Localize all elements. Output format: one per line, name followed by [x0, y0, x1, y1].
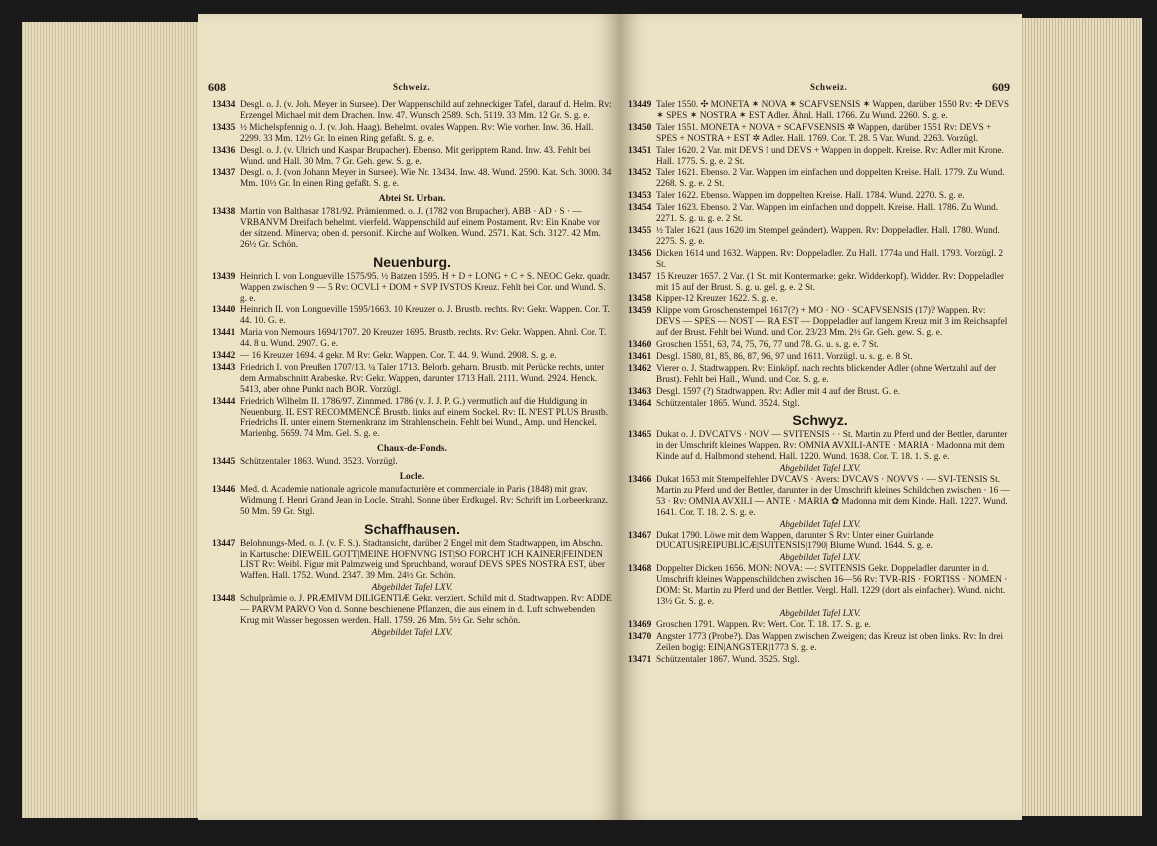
- entry-number: 13461: [628, 351, 652, 362]
- entry-text: Desgl. o. J. (v. Joh. Meyer in Sursee). Der Wappenschild auf zehneckiger Tafel, darauf d. Helm. Rv: Erzengel Michael mit dem Drachen. Inw. 47. Wunsch 2589. Sch. 5119. 33 Mm. 12 Gr. S. g. e.: [240, 100, 612, 121]
- catalog-entry: [212, 207, 612, 251]
- entry-number: 13471: [628, 654, 652, 665]
- entry-number: 13435: [212, 122, 236, 133]
- catalog-entry: [212, 305, 612, 327]
- entry-text: Belohnungs-Med. o. J. (v. F. S.). Stadtansicht, darüber 2 Engel mit dem Stadtwappen, im Abschn. in Kartusche: DIEWEIL GOTT|MEINE HOFNVNG IST|SO FORCHT ICH KAINER|FEINDEN LIST Rv: Weibl. Figur mit Palmzweig und Spruchband, worauf DEVS SPES NOSTRA EST, über Waffen. Hall. 1752. Wund. 2347. 39 Mm. 24½ Gr. Schön.: [240, 538, 605, 582]
- entry-number: 13455: [628, 225, 652, 236]
- catalog-entry: [212, 539, 612, 583]
- left-page-number: 608: [208, 80, 226, 94]
- catalog-entry: [628, 430, 1012, 463]
- entry-text: ½ Michelspfennig o. J. (v. Joh. Haag). Behelmt. ovales Wappen. Rv: Wie vorher. Inw. 36. Hall. 2299. 33 Mm. 12½ Gr. In einen Ring gefaßt. S. g. e.: [240, 122, 594, 144]
- catalog-entry: [212, 168, 612, 190]
- catalog-entry: [628, 387, 1012, 398]
- entry-number: 13463: [628, 386, 652, 397]
- entry-number: 13441: [212, 328, 236, 339]
- entry-text: Taler 1620. 2 Var. mit DEVS ⁝ und DEVS + Wappen in doppelt. Kreise. Rv: Adler mit Krone. Hall. 1775. S. g. e. 2 St.: [656, 145, 1004, 167]
- left-running-header: Schweiz.: [393, 82, 431, 92]
- catalog-entry: [628, 364, 1012, 386]
- catalog-entry: [212, 351, 612, 362]
- entry-number: 13465: [628, 430, 652, 441]
- entry-number: 13444: [212, 396, 236, 407]
- entry-number: 13456: [628, 248, 652, 259]
- catalog-entry: [628, 340, 1012, 351]
- entry-text: Kipper-12 Kreuzer 1622. S. g. e.: [656, 294, 778, 305]
- entry-number: 13436: [212, 145, 236, 156]
- entry-text: Maria von Nemours 1694/1707. 20 Kreuzer 1695. Brustb. rechts. Rv: Gekr. Wappen. Ahnl. Cor. T. 44. 8 u. Wund. 2907. G. e.: [240, 328, 607, 350]
- entry-number: 13440: [212, 305, 236, 316]
- catalog-entry: [212, 485, 612, 518]
- entry-text: Taler 1621. Ebenso. 2 Var. Wappen im einfachen und doppelten Kreise. Hall. 1779. Zu Wund. 2268. S. g. e. 2 St.: [656, 168, 1005, 190]
- catalog-entry: [212, 457, 612, 468]
- entry-number: 13439: [212, 271, 236, 282]
- entry-number: 13442: [212, 351, 236, 362]
- plate-reference: Abgebildet Tafel LXV.: [371, 627, 453, 638]
- entry-text: ½ Taler 1621 (aus 1620 im Stempel geändert). Wappen. Rv: Doppeladler. Hall. 1780. Wund. 2275. S. g. e.: [656, 225, 1000, 247]
- catalog-entry: [628, 475, 1012, 519]
- entry-number: 13469: [628, 619, 652, 630]
- catalog-entry: [212, 146, 612, 168]
- catalog-entry: [212, 328, 612, 350]
- right-column: [628, 100, 1012, 666]
- entry-text: Dukat o. J. DVCATVS · NOV — SVITENSIS · · St. Martin zu Pferd und der Bettler, darunter in der Umschrift kleines Wappen. Rv: OMNIA AVXILI-ANTE · MARIA · Madonna mit dem Kinde auf d. Halbmond stehend. Hall. 1220. Wund. 1638. Cor. T. 18. 1. S. g. e.: [656, 430, 1008, 463]
- catalog-entry: [628, 100, 1012, 122]
- entry-number: 13443: [212, 362, 236, 373]
- plate-reference: Abgebildet Tafel LXV.: [779, 553, 861, 564]
- section-heading: Neuenburg.: [373, 253, 451, 270]
- entry-text: Friedrich I. von Preußen 1707/13. ¼ Taler 1713. Belorb. geharn. Brustb. mit Perücke rechts, unter dem Armabschnitt Arabeske. Rv: Gekr. Wappen, darunter 1713 Hall. 2111. Wund. 2924. Henck. 5413, aber ohne Punkt nach BOR. Vorzügl.: [240, 362, 605, 395]
- entry-number: 13467: [628, 530, 652, 541]
- subsection-heading: Abtei St. Urban.: [378, 194, 446, 205]
- catalog-entry: [628, 226, 1012, 248]
- catalog-entry: [628, 399, 1012, 410]
- left-page: [198, 14, 620, 820]
- subsection-heading: Locle.: [399, 472, 425, 483]
- catalog-entry: [628, 531, 1012, 553]
- entry-text: Schützentaler 1867. Wund. 3525. Stgl.: [656, 654, 800, 665]
- entry-text: Taler 1623. Ebenso. 2 Var. Wappen im einfachen und doppelt. Kreise. Hall. 1786. Zu Wund. 2271. S. g. u. g. e. 2 St.: [656, 203, 999, 225]
- entry-text: Groschen 1791. Wappen. Rv: Wert. Cor. T. 18. 17. S. g. e.: [656, 619, 871, 630]
- entry-text: Dicken 1614 und 1632. Wappen. Rv: Doppeladler. Zu Hall. 1774a und Hall. 1793. Vorzügl. 2 St.: [656, 248, 1004, 270]
- catalog-entry: [628, 655, 1012, 666]
- plate-reference: Abgebildet Tafel LXV.: [779, 519, 861, 530]
- entry-text: Desgl. o. J. (v. Ulrich und Kaspar Brupacher). Ebenso. Mit geripptem Rand. Inw. 43. Fehlt bei Wund. und Hall. 30 Mm. 7 Gr. Geh. gew. S. g. e.: [240, 145, 591, 167]
- entry-text: Angster 1773 (Probe?). Das Wappen zwischen Zweigen; das Kreuz ist oben links. Rv: In drei Zeilen bogig: EIN|ANGSTER|1773 S. g. e.: [656, 631, 1004, 653]
- entry-text: Groschen 1551, 63, 74, 75, 76, 77 und 78. G. u. s. g. e. 7 St.: [656, 340, 879, 351]
- catalog-entry: [212, 123, 612, 145]
- right-page: [620, 14, 1022, 820]
- catalog-entry: [628, 632, 1012, 654]
- entry-text: Martin von Balthasar 1781/92. Prämienmed. o. J. (1782 von Brupacher). ABB · AD · S · — VRBANVM Dreifach behelmt. vierfeld. Wappenschild auf einem Postament. Rv: Ein Knabe vor der sitzend. Minerva; oben d. personif. Kirche auf Wolken. Wund. 2571. Kat. Sch. 3127. 42 Mm. 26½ Gr. Schön.: [240, 207, 601, 250]
- entry-number: 13457: [628, 271, 652, 282]
- entry-text: Taler 1622. Ebenso. Wappen im doppelten Kreise. Hall. 1784. Wund. 2270. S. g. e.: [656, 191, 965, 202]
- entry-text: Vierer o. J. Stadtwappen. Rv: Einköpf. nach rechts blickender Adler (ohne Wertzahl auf der Brust). Fehlt bei Hall., Wund. und Cor. S. g. e.: [656, 363, 997, 385]
- entry-text: Desgl. 1580, 81, 85, 86, 87, 96, 97 und 1611. Vorzügl. u. s. g. e. 8 St.: [656, 351, 913, 362]
- entry-number: 13462: [628, 363, 652, 374]
- catalog-entry: [212, 594, 612, 627]
- left-column: [212, 100, 612, 639]
- entry-number: 13453: [628, 191, 652, 202]
- entry-number: 13438: [212, 207, 236, 218]
- entry-number: 13459: [628, 306, 652, 317]
- plate-reference: Abgebildet Tafel LXV.: [779, 608, 861, 619]
- entry-number: 13450: [628, 122, 652, 133]
- entry-number: 13466: [628, 475, 652, 485]
- entry-text: Taler 1551. MONETA + NOVA + SCAFVSENSIS ✲ Wappen, darüber 1551 Rv: DEVS + SPES + NOSTRA + EST ✲ Adler. Hall. 1769. Cor. T. 28. 5 Var. Wund. 2263. Vorzügl.: [656, 122, 992, 144]
- entry-text: Klippe vom Groschenstempel 1617(?) + MO · NO · SCAFVSENSIS (17)? Wappen. Rv: DEVS — SPES — NOST — RA EST — Doppeladler auf langem Kreuz mit 3 im Reichsapfel auf der Brust. Fehlt bei Wund. und Cor. 23/23 Mm. 2½ Gr. Geh. gew. S. g. e.: [656, 306, 1008, 339]
- entry-text: Taler 1550. ✣ MONETA ✶ NOVA ✶ SCAFVSENSIS ✶ Wappen, darüber 1550 Rv: ✣ DEVS ✶ SPES ✶ NOSTRA ✶ EST Adler. Ähnl. Hall. 1766. Zu Wund. 2260. S. g. e.: [656, 100, 1010, 121]
- entry-text: Schützentaler 1865. Wund. 3524. Stgl.: [656, 398, 800, 409]
- entry-number: 13449: [628, 100, 652, 110]
- entry-number: 13460: [628, 340, 652, 351]
- catalog-entry: [212, 363, 612, 396]
- entry-number: 13452: [628, 168, 652, 179]
- entry-text: Schützentaler 1863. Wund. 3523. Vorzügl.: [240, 457, 398, 468]
- entry-number: 13446: [212, 485, 236, 495]
- entry-text: — 16 Kreuzer 1694. 4 gekr. M Rv: Gekr. Wappen. Cor. T. 44. 9. Wund. 2908. S. g. e.: [240, 351, 557, 362]
- catalog-entry: [212, 100, 612, 122]
- section-heading: Schwyz.: [792, 412, 848, 429]
- entry-text: 15 Kreuzer 1657. 2 Var. (1 St. mit Kontermarke: gekr. Widderkopf). Widder. Rv: Doppeladler mit 15 auf der Brust. S. g. u. gel. g. e. 2 St.: [656, 271, 1005, 293]
- entry-text: Heinrich II. von Longueville 1595/1663. 10 Kreuzer o. J. Brustb. rechts. Rv: Gekr. Wappen. Cor. T. 44. 10. G. e.: [240, 305, 610, 327]
- entry-number: 13447: [212, 538, 236, 549]
- entry-number: 13458: [628, 294, 652, 305]
- catalog-entry: [628, 294, 1012, 305]
- entry-text: Heinrich I. von Longueville 1575/95. ½ Batzen 1595. H + D + LONG + C + S. NEOC Gekr. quadr. Wappen zwischen 9 — 5 Rv: OCVLI + DOM + SVP IVSTOS Kreuz. Fehlt bei Cor. und Wund. S. g. e.: [240, 271, 611, 304]
- right-page-number: 609: [992, 80, 1010, 94]
- left-page-edges: [22, 22, 222, 818]
- entry-number: 13451: [628, 145, 652, 156]
- right-running-header: Schweiz.: [810, 82, 848, 92]
- plate-reference: Abgebildet Tafel LXV.: [779, 464, 861, 475]
- subsection-heading: Chaux-de-Fonds.: [377, 444, 447, 455]
- plate-reference: Abgebildet Tafel LXV.: [371, 583, 453, 594]
- catalog-entry: [628, 564, 1012, 608]
- catalog-entry: [212, 397, 612, 441]
- open-book: [22, 14, 1142, 820]
- entry-text: Desgl. o. J. (von Johann Meyer in Sursee). Wie Nr. 13434. Inw. 48. Wund. 2590. Kat. Sch. 3000. 34 Mm. 10½ Gr. In einen Ring gefaßt. S. g. e.: [240, 168, 612, 190]
- entry-text: Dukat 1790. Löwe mit dem Wappen, darunter S Rv: Unter einer Guirlande DUCATUS|REIPUBLICÆ|SUITENSIS|1790| Blume Wund. 1644. S. g. e.: [656, 530, 934, 552]
- catalog-entry: [628, 272, 1012, 294]
- entry-number: 13445: [212, 457, 236, 468]
- entry-text: Friedrich Wilhelm II. 1786/97. Zinnmed. 1786 (v. J. J. P. G.) vermutlich auf die Huldigung in Neuenburg. IL EST RECOMMENCÉ Brustb. links auf einem Sockel. Rv: IL N'EST PLUS Brustb. Friedrichs II. unter einem Sternenkranz im Strahlenschein. Fehlt bei Wund., Amp. und Henckel. Marienbg. 5659. 74 Mm. Gel. S. g. e.: [240, 396, 608, 440]
- entry-number: 13434: [212, 100, 236, 110]
- catalog-entry: [628, 123, 1012, 145]
- catalog-entry: [628, 352, 1012, 363]
- entry-number: 13448: [212, 594, 236, 605]
- entry-number: 13470: [628, 631, 652, 642]
- entry-text: Dukat 1653 mit Stempelfehler DVCAVS · Avers: DVCAVS · NOVVS · — SVI-TENSIS St. Martin zu Pferd und der Bettler, darunter in der Umschrift kleines Schildchen zwischen · 16 — 53 · Rv: OMNIA AVXILI — ANTE · MARIA ✿ Madonna mit dem Kinde. Hall. 1227. Wund. 1641. Cor. T. 18. 2. S. g. e.: [656, 475, 1010, 518]
- catalog-entry: [628, 146, 1012, 168]
- entry-text: Desgl. 1597 (?) Stadtwappen. Rv: Adler mit 4 auf der Brust. G. e.: [656, 386, 900, 397]
- catalog-entry: [212, 272, 612, 305]
- entry-text: Schulprämie o. J. PRÆMIVM DILIGENTIÆ Gekr. verziert. Schild mit d. Stadtwappen. Rv: ADDE — PARVM PARVO Von d. Sonne beschienene Pflanzen, die aus einem in d. Luft schwebenden Krug mit Wasser begossen werden. Hall. 1759. 26 Mm. 5½ Gr. Sehr schön.: [240, 594, 612, 626]
- catalog-entry: [628, 249, 1012, 271]
- entry-text: Med. d. Academie nationale agricole manufacturière et commerciale in Paris (1848) mit grav. Widmung f. Henri Grand Jean in Locle. Strahl. Sonne über Erdkugel. Rv: Schrift im Lorbeerkranz. 50 Mm. 59 Gr. Stgl.: [240, 485, 609, 517]
- catalog-entry: [628, 306, 1012, 339]
- entry-number: 13437: [212, 168, 236, 179]
- catalog-entry: [628, 203, 1012, 225]
- catalog-entry: [628, 191, 1012, 202]
- catalog-entry: [628, 620, 1012, 631]
- entry-number: 13468: [628, 564, 652, 575]
- entry-number: 13454: [628, 203, 652, 214]
- section-heading: Schaffhausen.: [364, 520, 460, 537]
- entry-text: Doppelter Dicken 1656. MON: NOVA: —: SVITENSIS Gekr. Doppeladler darunter in d. Umschrift kleines Wappenschildchen zwischen 16—56 Rv: TVR-RIS · FORTISS · NOMEN · DOM: St. Martin zu Pferd und der Bettler. Vergl. Hall. 1229 (dort als einfacher). Wund. nicht. 13½ Gr. S. g. e.: [656, 564, 1008, 607]
- catalog-entry: [628, 168, 1012, 190]
- entry-number: 13464: [628, 398, 652, 409]
